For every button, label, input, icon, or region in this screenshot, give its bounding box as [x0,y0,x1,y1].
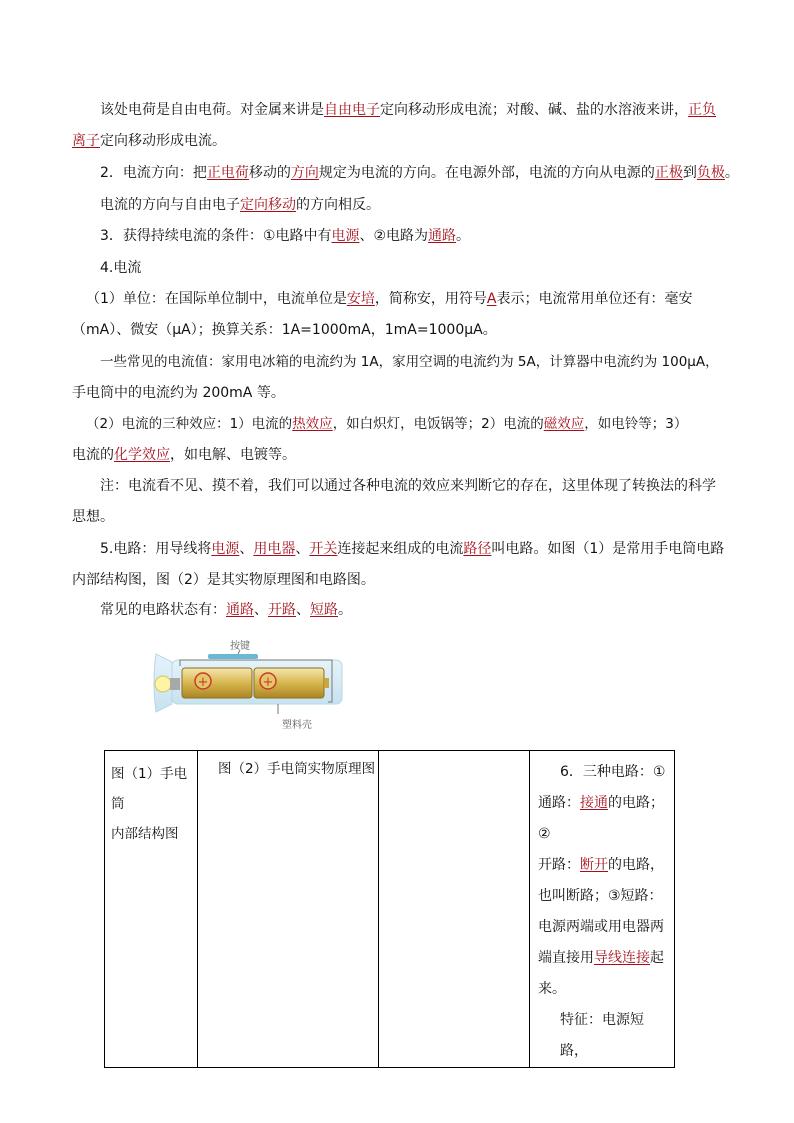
answer-wire-connect: 导线连接 [594,950,650,966]
answer-ampere: 安培 [346,291,375,307]
text: ，简称安，用符号 [374,291,487,307]
text: 、 [295,541,310,557]
answer-closed-circuit: 通路 [428,228,457,244]
text: 、 [254,602,268,618]
answer-connected: 接通 [580,795,608,811]
paragraph-unit-cont [72,320,722,340]
text: 手电筒中的电流约为 200mA 等。 [72,385,285,401]
table-cell-empty [379,751,530,1068]
text: 连接起来组成的电流 [337,541,464,557]
text: 规定为电流的方向。在电源外部，电流的方向从电源的 [318,165,655,181]
paragraph-common-values [100,352,750,372]
answer-power-source: 电源 [331,228,360,244]
text: 叫电路。如图（1）是常用手电筒电路 [491,541,725,557]
plus-sign-2: + [262,675,274,690]
text: 注：电流看不见、摸不着，我们可以通过各种电流的效应来判断它的存在，这里体现了转换法的科学 [100,478,716,494]
paragraph-unit [86,289,736,309]
text: 。 [724,165,739,181]
text: 一些常见的电流值：家用电冰箱的电流约为 1A，家用空调的电流约为 5A，计算器中电流约为 100μA， [100,354,719,370]
answer-appliance: 用电器 [253,541,296,557]
text: 定向移动形成电流。 [100,133,226,149]
circuit-types-line7: 来。 [538,981,566,997]
text: 定向移动形成电流；对酸、碱、盐的水溶液来讲， [380,102,688,118]
text: 端直接用 [538,950,594,966]
table-cell-fig1 [105,751,198,1068]
paragraph-continuous-current [100,226,750,246]
answer-chemical-effect: 化学效应 [114,447,170,463]
text: 表示；电流常用单位还有：毫安 [496,291,693,307]
text: 、②电路为 [359,228,429,244]
paragraph-three-effects [86,414,736,434]
text: ，如白炽灯，电饭锅等；2）电流的 [332,416,544,432]
answer-switch: 开关 [309,541,338,557]
paragraph-circuit [100,539,750,559]
bulb-shape [155,676,171,692]
text: 思想。 [72,509,114,525]
switch-button-shape [208,654,258,659]
text: 6．三种电路：① [560,764,666,780]
answer-short: 短路 [310,602,338,618]
answer-negative-pole: 负极 [696,165,725,181]
answer-thermal-effect: 热效应 [292,416,333,432]
text: 5.电路：用导线将 [100,541,212,557]
circuit-types-line4: 也叫断路；③短路： [538,888,663,904]
text: 到 [682,165,697,181]
text: 电流的方向与自由电子 [100,197,240,213]
paragraph-free-charge-cont [72,131,722,151]
section-heading-current [100,258,750,278]
bulb-base-shape [170,678,180,690]
text: （1）单位：在国际单位制中，电流单位是 [86,291,347,307]
text: 、 [296,602,310,618]
text: （mA）、微安（μA）；换算关系：1A=1000mA，1mA=1000μA。 [72,322,497,338]
circuit-types-line3 [538,850,668,881]
circuit-types-line6 [538,943,668,974]
table-cell-circuit-types [530,751,675,1068]
answer-disconnected: 断开 [580,857,608,873]
text: 常见的电路状态有： [100,602,226,618]
answer-positive-pole: 正极 [654,165,683,181]
answer-positive-charge: 正电荷 [206,165,249,181]
text: ，如电解、电镀等。 [170,447,296,463]
answer-ions: 离子 [72,133,100,149]
paragraph-three-effects-cont [72,445,722,465]
text: 。 [456,228,471,244]
answer-symbol-a: A [486,291,497,307]
text: 的电路， [608,857,664,873]
text: （2）电流的三种效应：1）电流的 [86,416,293,432]
text: 开路： [538,857,580,873]
text: 、 [239,541,254,557]
answer-magnetic-effect: 磁效应 [543,416,585,432]
text: 电流的 [72,447,114,463]
fig1-caption-line1: 图（1）手电筒 [111,766,188,812]
paragraph-common-values-cont [72,383,722,403]
battery-1-shape [182,668,252,698]
paragraph-note [100,476,750,496]
paragraph-circuit-cont [72,570,722,590]
circuit-types-line2 [538,788,668,850]
answer-free-electron: 自由电子 [324,102,380,118]
fig1-caption-line2: 内部结构图 [111,826,179,842]
battery-terminal-shape [324,678,329,688]
shell-label: 塑料壳 [282,720,312,730]
circuit-types-line1 [538,757,668,788]
figure-table [104,750,675,1068]
text: 2．电流方向：把 [100,165,207,181]
text: 4.电流 [100,260,142,276]
text: 内部结构图，图（2）是其实物原理图和电路图。 [72,572,375,588]
answer-directional-movement: 定向移动 [240,197,296,213]
answer-closed: 通路 [226,602,254,618]
paragraph-circuit-states [100,600,750,620]
paragraph-current-direction-cont [100,195,750,215]
text: 通路： [538,795,580,811]
table-cell-fig2 [198,751,379,1068]
circuit-types-line8: 特征：电源短路， [560,1012,644,1059]
text: 起 [650,950,664,966]
paragraph-note-cont [72,507,722,527]
text: ，如电铃等；3） [584,416,688,432]
circuit-types-line5: 电源两端或用电器两 [538,919,664,935]
answer-direction: 方向 [290,165,319,181]
text: 该处电荷是自由电荷。对金属来讲是 [100,102,324,118]
button-label: 按键 [230,641,250,652]
answer-path: 路径 [463,541,492,557]
plus-sign-1: + [197,675,209,690]
answer-source: 电源 [211,541,240,557]
text: 。 [338,602,352,618]
answer-positive-negative: 正负 [688,102,716,118]
paragraph-current-direction [100,163,750,183]
text: 3．获得持续电流的条件：①电路中有 [100,228,332,244]
text: 移动的 [248,165,291,181]
paragraph-free-charge [100,100,750,120]
answer-open: 开路 [268,602,296,618]
text: 的电路；② [538,795,664,842]
text: 的方向相反。 [296,197,380,213]
fig2-caption: 图（2）手电筒实物原理图 [218,761,376,777]
flashlight-figure [150,640,350,730]
